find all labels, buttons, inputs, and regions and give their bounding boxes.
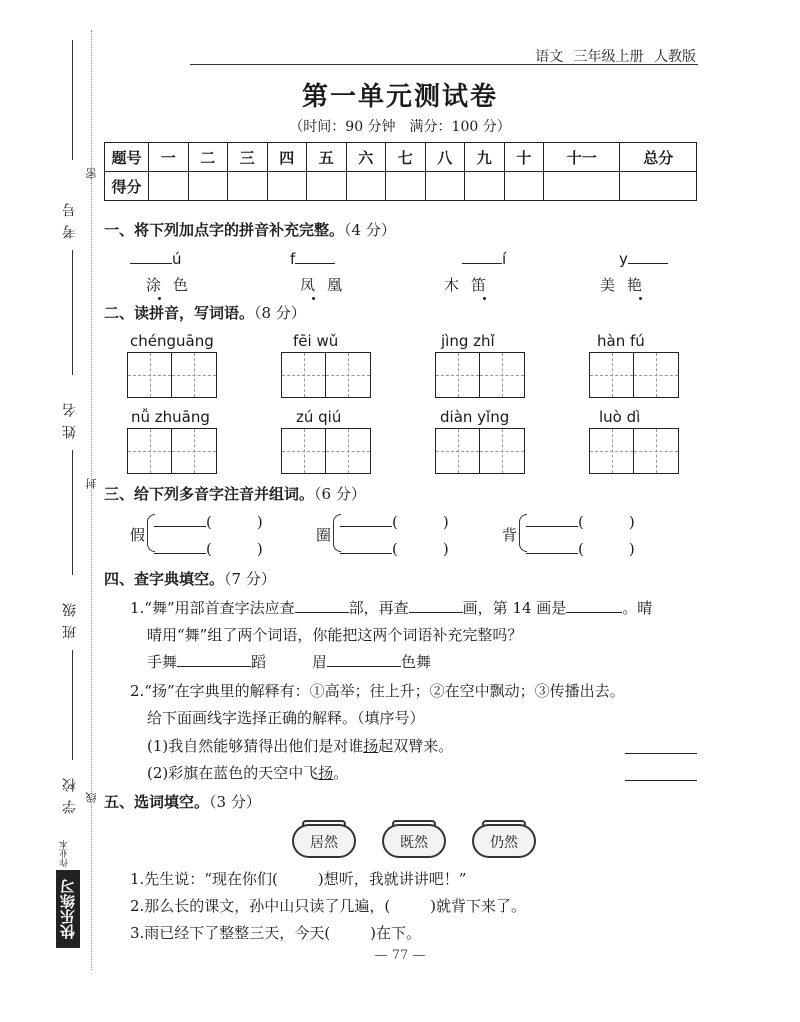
answer-blank[interactable] bbox=[409, 599, 463, 613]
polyphone-char: 背 bbox=[502, 526, 518, 544]
q5-heading: 五、选词填空。（3 分） bbox=[104, 793, 261, 811]
writing-grid[interactable] bbox=[435, 428, 525, 474]
score-cell[interactable] bbox=[620, 172, 697, 201]
margin-label-xuexiao: 学校 bbox=[62, 770, 78, 814]
q1-heading: 一、将下列加点字的拼音补充完整。（4 分） bbox=[104, 221, 396, 239]
answer-blank[interactable] bbox=[526, 513, 578, 527]
score-header-cell: 七 bbox=[386, 143, 426, 172]
answer-blank[interactable] bbox=[295, 250, 335, 264]
q2-pinyin-1: chénguāng bbox=[130, 332, 214, 350]
score-cell[interactable] bbox=[425, 172, 465, 201]
polyphone-char: 假 bbox=[130, 526, 146, 544]
page-number: — 77 — bbox=[374, 948, 426, 963]
page-title: 第一单元测试卷 bbox=[301, 82, 498, 112]
q5-sentence-1: 1.先生说：“现在你们( )想听，我就讲讲吧！” bbox=[130, 870, 467, 888]
answer-blank[interactable] bbox=[340, 540, 392, 554]
polyphone-row: ( ) bbox=[340, 511, 449, 532]
word-option-jar: 仍然 bbox=[472, 820, 536, 860]
seal-mi: 密 bbox=[85, 168, 98, 179]
writing-grid[interactable] bbox=[281, 352, 371, 398]
score-header-cell: 二 bbox=[188, 143, 228, 172]
polyphone-row: ( ) bbox=[154, 538, 263, 559]
q5-sentence-2: 2.那么长的课文，孙中山只读了几遍，( )就背下来了。 bbox=[130, 897, 527, 915]
seal-feng: 封 bbox=[85, 478, 98, 489]
score-cell[interactable] bbox=[228, 172, 268, 201]
q5-sentence-3: 3.雨已经下了整整三天，今天( )在下。 bbox=[130, 924, 422, 942]
score-cell[interactable] bbox=[188, 172, 228, 201]
q2-heading: 二、读拼音，写词语。（8 分） bbox=[104, 304, 306, 322]
margin-label-banji: 班级 bbox=[62, 595, 78, 639]
q2-pinyin-8: luò dì bbox=[599, 408, 641, 426]
writing-grid[interactable] bbox=[127, 352, 217, 398]
q4-line-5: 给下面画线字选择正确的解释。（填序号） bbox=[147, 709, 425, 727]
q3-heading: 三、给下列多音字注音并组词。（6 分） bbox=[104, 485, 366, 503]
writing-grid[interactable] bbox=[281, 428, 371, 474]
score-header-row bbox=[105, 143, 697, 172]
score-cell[interactable] bbox=[267, 172, 307, 201]
q4-line-6: (1)我自然能够猜得出他们是对谁扬起双臂来。 bbox=[147, 737, 454, 755]
score-header-cell: 十 bbox=[504, 143, 544, 172]
answer-blank[interactable] bbox=[154, 513, 206, 527]
score-cell[interactable] bbox=[386, 172, 426, 201]
margin-label-kaohao: 考号 bbox=[62, 195, 78, 239]
q4-line-1: 1.“舞”用部首查字法应查 部，再查 画，第 14 画是 。晴 bbox=[130, 599, 653, 617]
q1-word-3: 木笛 bbox=[444, 276, 499, 294]
q1-word-4: 美艳 bbox=[600, 276, 655, 294]
exam-info: （时间：90 分钟 满分：100 分） bbox=[289, 119, 511, 135]
margin-line bbox=[72, 450, 73, 575]
q4-line-4: 2.“扬”在字典里的解释有：①高举；往上升；②在空中飘动；③传播出去。 bbox=[130, 682, 625, 700]
score-cell[interactable] bbox=[465, 172, 505, 201]
q1-pinyin-1: ú bbox=[130, 250, 182, 268]
answer-blank[interactable] bbox=[177, 653, 251, 667]
polyphone-row: ( ) bbox=[526, 538, 635, 559]
score-table bbox=[104, 142, 697, 201]
score-cell[interactable] bbox=[346, 172, 386, 201]
header-rule bbox=[190, 64, 698, 65]
polyphone-row: ( ) bbox=[154, 511, 263, 532]
writing-grid[interactable] bbox=[589, 352, 679, 398]
score-header-cell: 八 bbox=[425, 143, 465, 172]
word-option-jar: 居然 bbox=[292, 820, 356, 860]
answer-blank[interactable] bbox=[625, 767, 697, 781]
answer-blank[interactable] bbox=[625, 740, 697, 754]
writing-grid[interactable] bbox=[435, 352, 525, 398]
margin-line bbox=[72, 650, 73, 760]
score-cell[interactable] bbox=[544, 172, 620, 201]
answer-blank[interactable] bbox=[526, 540, 578, 554]
answer-blank[interactable] bbox=[130, 250, 172, 264]
score-header-cell: 一 bbox=[149, 143, 189, 172]
q1-word-1: 涂色 bbox=[146, 276, 201, 294]
q2-pinyin-6: zú qiú bbox=[296, 408, 342, 426]
q2-pinyin-7: diàn yǐng bbox=[440, 408, 510, 426]
score-cell[interactable] bbox=[504, 172, 544, 201]
q1-pinyin-4: y bbox=[619, 250, 668, 268]
polyphone-row: ( ) bbox=[340, 538, 449, 559]
q1-pinyin-2: f bbox=[290, 250, 335, 268]
q4-line-2: 晴用“舞”组了两个词语，你能把这两个词语补充完整吗？ bbox=[147, 626, 523, 644]
writing-grid[interactable] bbox=[127, 428, 217, 474]
answer-blank[interactable] bbox=[340, 513, 392, 527]
q4-line-3: 手舞 蹈 眉 色舞 bbox=[147, 653, 432, 671]
answer-blank[interactable] bbox=[462, 250, 502, 264]
q2-pinyin-5: nǚ zhuāng bbox=[131, 408, 210, 426]
polyphone-char: 圈 bbox=[316, 526, 332, 544]
score-header-cell: 题号 bbox=[105, 143, 149, 172]
score-cell[interactable] bbox=[307, 172, 347, 201]
margin-label-xingming: 姓名 bbox=[62, 395, 78, 439]
score-input-row bbox=[105, 172, 697, 201]
q2-pinyin-4: hàn fú bbox=[597, 332, 645, 350]
score-cell[interactable] bbox=[149, 172, 189, 201]
q1-pinyin-3: í bbox=[462, 250, 506, 268]
answer-blank[interactable] bbox=[327, 653, 401, 667]
answer-blank[interactable] bbox=[154, 540, 206, 554]
brand-logo: 作业本 快乐练习 bbox=[56, 840, 80, 950]
word-option-jar: 既然 bbox=[382, 820, 446, 860]
polyphone-row: ( ) bbox=[526, 511, 635, 532]
book-meta: 语文 三年级上册 人教版 bbox=[535, 49, 696, 65]
q2-pinyin-3: jìng zhǐ bbox=[441, 332, 495, 350]
q4-line-7: (2)彩旗在蓝色的天空中飞扬。 bbox=[147, 764, 349, 782]
score-header-cell: 十一 bbox=[544, 143, 620, 172]
score-header-cell: 三 bbox=[228, 143, 268, 172]
answer-blank[interactable] bbox=[628, 250, 668, 264]
score-header-cell: 五 bbox=[307, 143, 347, 172]
answer-blank[interactable] bbox=[295, 599, 349, 613]
score-header-cell: 四 bbox=[267, 143, 307, 172]
q2-pinyin-2: fēi wǔ bbox=[293, 332, 339, 350]
seal-xian: 线 bbox=[85, 792, 98, 803]
writing-grid[interactable] bbox=[589, 428, 679, 474]
answer-blank[interactable] bbox=[566, 599, 622, 613]
score-header-cell: 总分 bbox=[620, 143, 697, 172]
margin-line bbox=[72, 250, 73, 375]
q4-heading: 四、查字典填空。（7 分） bbox=[104, 570, 276, 588]
score-header-cell: 九 bbox=[465, 143, 505, 172]
score-header-cell: 六 bbox=[346, 143, 386, 172]
q1-word-2: 凤凰 bbox=[300, 276, 355, 294]
score-row-label: 得分 bbox=[105, 172, 149, 201]
